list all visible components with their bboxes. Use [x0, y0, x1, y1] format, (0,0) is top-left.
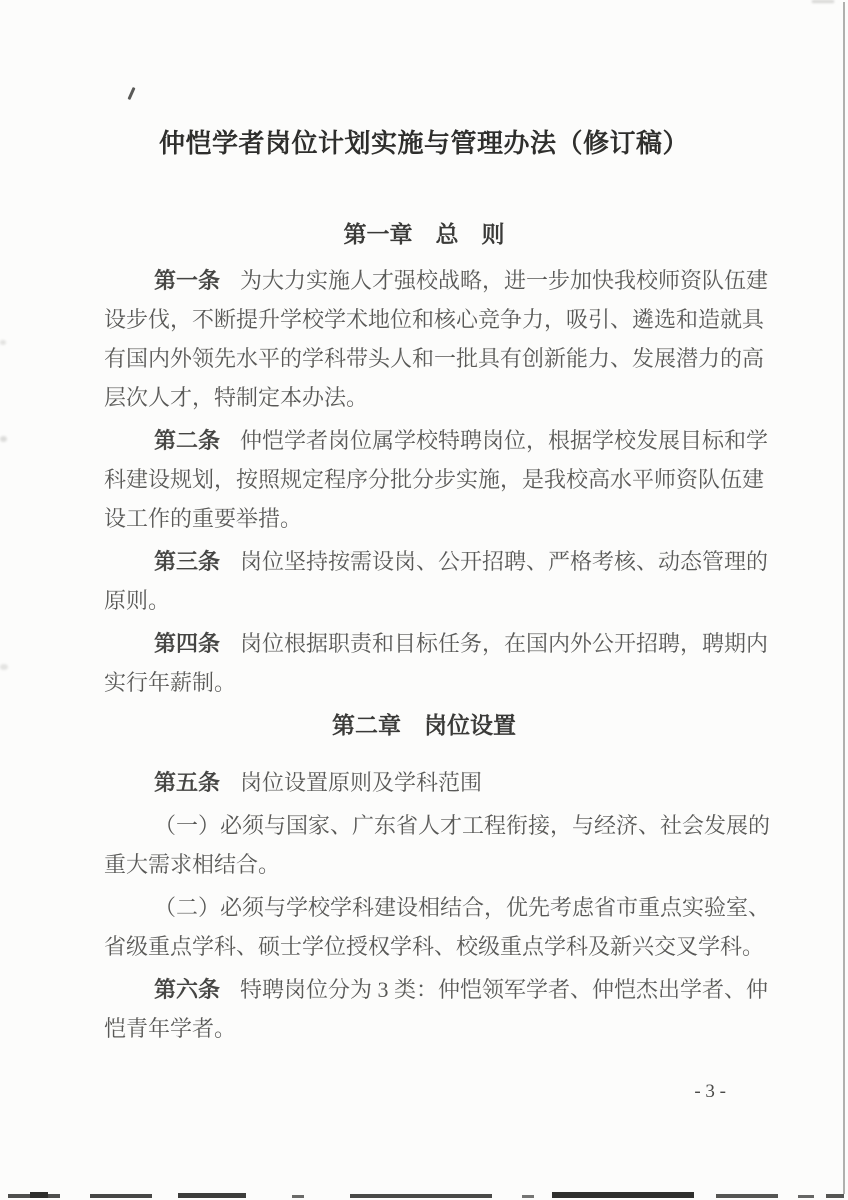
- paragraph-line: 第四条 岗位根据职责和目标任务，在国内外公开招聘，聘期内: [154, 631, 769, 656]
- scan-bottom-edge-segment: [292, 1195, 304, 1198]
- article-number: 第二条: [154, 428, 221, 453]
- scan-bottom-edge-segment: [522, 1195, 534, 1198]
- document-content: [104, 123, 771, 1048]
- article-number: 第六条: [154, 977, 221, 1002]
- paragraph-line: 第一条 为大力实施人才强校战略，进一步加快我校师资队伍建: [154, 268, 769, 293]
- article-number: 第三条: [154, 549, 221, 574]
- paragraph-line: 设步伐，不断提升学校学术地位和核心竞争力，吸引、遴选和造就具: [104, 307, 765, 332]
- page-number: - 3 -: [694, 1081, 726, 1102]
- paragraph: [104, 763, 744, 802]
- paragraph-line: 原则。: [104, 588, 171, 613]
- scan-bottom-edge-segment: [798, 1195, 814, 1198]
- paragraph-line: 实行年薪制。: [104, 670, 237, 695]
- paragraph: [104, 806, 771, 884]
- document-title: 仲恺学者岗位计划实施与管理办法（修订稿）: [158, 128, 689, 158]
- scan-bottom-edge-segment: [552, 1192, 694, 1198]
- paragraph-line: 有国内外领先水平的学科带头人和一批具有创新能力、发展潜力的高: [104, 346, 765, 371]
- scan-smudge: [812, 0, 834, 3]
- scan-ink-mark: [127, 87, 135, 100]
- scan-bottom-edge-segment: [350, 1194, 492, 1198]
- scan-bottom-edge-segment: [716, 1194, 778, 1198]
- paragraph: [104, 624, 769, 702]
- paragraph-line: 第二条 仲恺学者岗位属学校特聘岗位，根据学校发展目标和学: [154, 428, 769, 453]
- paragraph: [104, 542, 769, 620]
- paragraph-line: 第五条 岗位设置原则及学科范围: [154, 770, 483, 795]
- scan-bottom-edge-segment: [826, 1194, 844, 1198]
- article-number: 第一条: [154, 268, 221, 293]
- paragraph-line: 第六条 特聘岗位分为 3 类：仲恺领军学者、仲恺杰出学者、仲: [154, 977, 769, 1002]
- paragraph-line: （二）必须与学校学科建设相结合，优先考虑省市重点实验室、: [154, 895, 771, 920]
- document-body: [104, 215, 771, 1048]
- chapter-heading: 第一章 总 则: [343, 221, 505, 247]
- paragraph-line: 层次人才，特制定本办法。: [104, 385, 369, 410]
- paragraph: [104, 970, 769, 1048]
- paragraph-line: 第三条 岗位坚持按需设岗、公开招聘、严格考核、动态管理的: [154, 549, 769, 574]
- scan-smudge: [0, 664, 8, 670]
- scan-smudge: [0, 340, 6, 345]
- scan-smudge: [0, 436, 7, 442]
- paragraph: [104, 888, 771, 966]
- paragraph-line: 恺青年学者。: [104, 1016, 237, 1041]
- paragraph-line: 设工作的重要举措。: [104, 506, 303, 531]
- paragraph-line: 省级重点学科、硕士学位授权学科、校级重点学科及新兴交叉学科。: [104, 934, 765, 959]
- article-number: 第五条: [154, 770, 221, 795]
- paragraph-line: 科建设规划，按照规定程序分批分步实施，是我校高水平师资队伍建: [104, 467, 765, 492]
- paragraph-line: （一）必须与国家、广东省人才工程衔接，与经济、社会发展的: [154, 813, 771, 838]
- scan-bottom-edge-segment: [178, 1193, 246, 1198]
- paragraph: [104, 421, 769, 538]
- paragraph-line: 重大需求相结合。: [104, 852, 281, 877]
- scan-page-edge-line: [843, 2, 845, 1194]
- chapter-heading: 第二章 岗位设置: [332, 712, 516, 738]
- scan-bottom-edge-segment: [90, 1194, 152, 1198]
- article-number: 第四条: [154, 631, 221, 656]
- scan-bottom-edge-segment: [30, 1192, 48, 1198]
- paragraph: [104, 261, 769, 417]
